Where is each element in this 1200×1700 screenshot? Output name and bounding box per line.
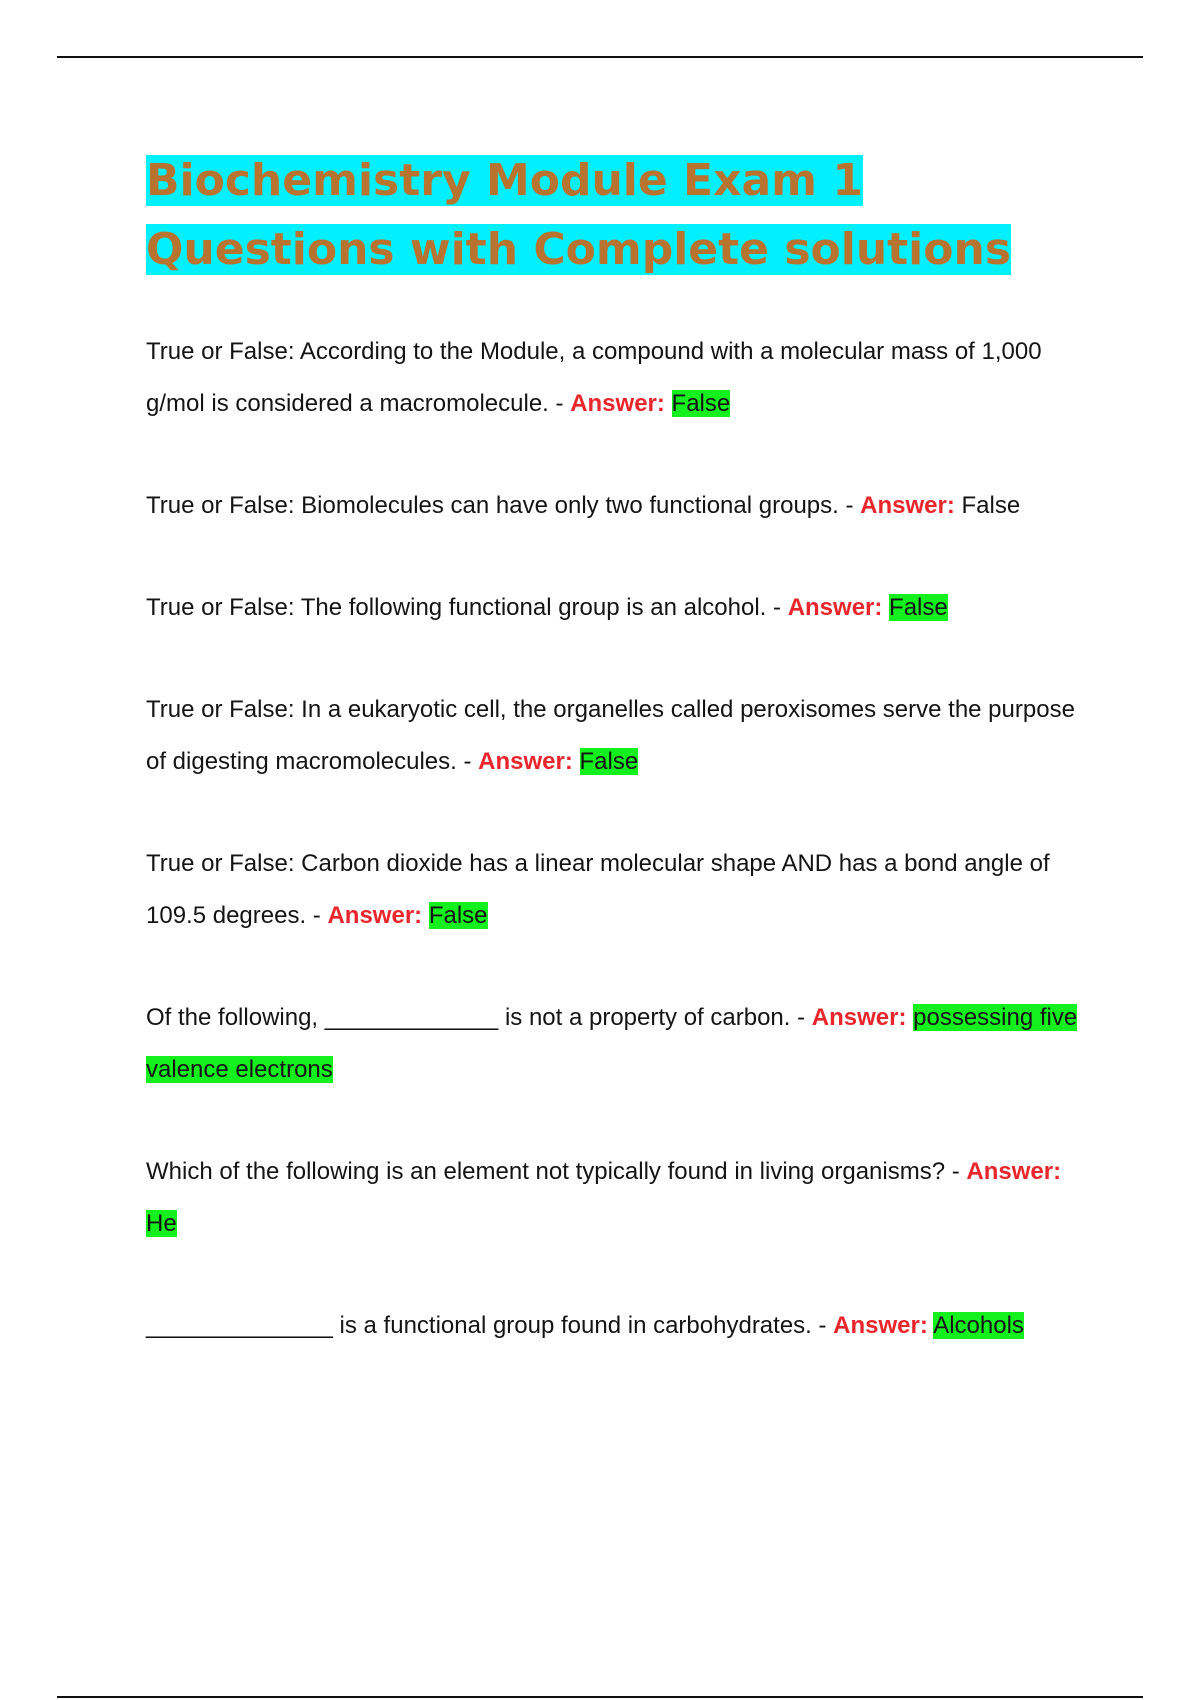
answer-label: Answer: xyxy=(478,748,573,775)
qa-item-3 xyxy=(146,582,1086,634)
answer-value: False xyxy=(961,492,1021,519)
qa-item-1 xyxy=(146,326,1086,430)
qa-item-5 xyxy=(146,838,1086,942)
answer-value: Alcohols xyxy=(933,1312,1024,1339)
question-text: True or False: According to the Module, a compound with a molecular mass of 1,000 g/mol is considered a macromolecule. - xyxy=(146,338,1042,417)
document-title xyxy=(146,146,1086,284)
answer-value: He xyxy=(146,1210,177,1237)
answer-label: Answer: xyxy=(860,492,955,519)
question-text: Of the following, _____________ is not a property of carbon. - xyxy=(146,1004,806,1031)
document-title-text: Biochemistry Module Exam 1 Questions with Complete solutions xyxy=(146,155,1012,275)
qa-item-4 xyxy=(146,684,1086,788)
question-text: True or False: The following functional group is an alcohol. - xyxy=(146,594,782,621)
bottom-divider xyxy=(57,1696,1143,1698)
answer-value: possessing five valence electrons xyxy=(146,1004,1078,1083)
qa-item-2 xyxy=(146,480,1086,532)
answer-label: Answer: xyxy=(966,1158,1062,1185)
answer-value: False xyxy=(579,748,639,775)
top-divider xyxy=(57,56,1143,58)
question-text: True or False: Biomolecules can have only two functional groups. - xyxy=(146,492,854,519)
qa-item-8 xyxy=(146,1300,1086,1352)
answer-label: Answer: xyxy=(833,1312,928,1339)
answer-label: Answer: xyxy=(570,390,665,417)
answer-label: Answer: xyxy=(787,594,883,621)
answer-value: False xyxy=(671,390,731,417)
question-text: Which of the following is an element not typically found in living organisms? - xyxy=(146,1158,960,1185)
question-text: ______________ is a functional group found in carbohydrates. - xyxy=(146,1312,827,1339)
answer-value: False xyxy=(889,594,948,621)
answer-label: Answer: xyxy=(327,902,423,929)
question-text: True or False: In a eukaryotic cell, the organelles called peroxisomes serve the purpose of digesting macromolecules. - xyxy=(146,696,1075,775)
answer-value: False xyxy=(428,902,488,929)
qa-item-6 xyxy=(146,992,1086,1096)
question-text: True or False: Carbon dioxide has a linear molecular shape AND has a bond angle of 109.5 degrees. - xyxy=(146,850,1050,929)
document-body xyxy=(146,146,1086,1402)
qa-item-7 xyxy=(146,1146,1086,1250)
answer-label: Answer: xyxy=(811,1004,907,1031)
